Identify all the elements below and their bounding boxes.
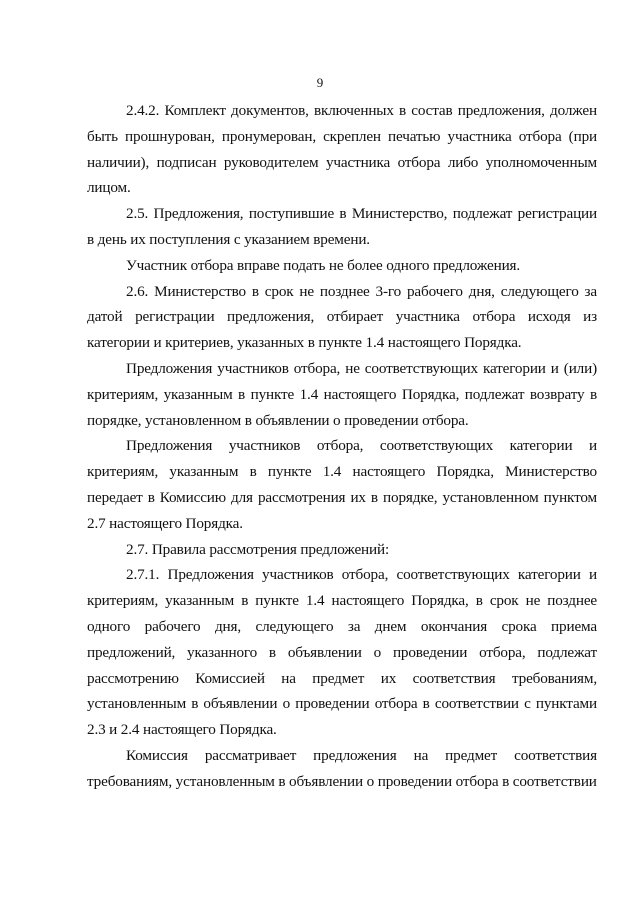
paragraph-2-6: 2.6. Министерство в срок не позднее 3-го рабочего дня, следующего за датой регистрации предложения, отбирает участника отбора исходя из категории и критериев, указанных в пункте 1.4 настоящего Порядка. — [87, 282, 597, 352]
paragraph-non-compliant-returned: Предложения участников отбора, не соответствующих категории и (или) критериям, указанным в пункте 1.4 настоящего Порядка, подлежат возврату в порядке, установленном в объявлении о проведении отбора. — [87, 359, 597, 429]
paragraph-compliant-transferred: Предложения участников отбора, соответствующих категории и критериям, указанным в пункте 1.4 настоящего Порядка, Министерство передает в Комиссию для рассмотрения их в порядке, установленном пунктом 2.7 настоящего Порядка. — [87, 437, 597, 532]
paragraph-2-5: 2.5. Предложения, поступившие в Министерство, подлежат регистрации в день их поступления с указанием времени. — [87, 205, 597, 248]
document-body — [87, 98, 597, 795]
paragraph-2-7-1: 2.7.1. Предложения участников отбора, соответствующих категории и критериям, указанным в пункте 1.4 настоящего Порядка, в срок не позднее одного рабочего дня, следующего за днем окончания срока приема предложений, указанного в объявлении о проведении отбора, подлежат рассмотрению Комиссией на предмет их соответствия требованиям, установленным в объявлении о проведении отбора в соответствии с пунктами 2.3 и 2.4 настоящего Порядка. — [87, 566, 597, 739]
paragraph-commission-review: Комиссия рассматривает предложения на предмет соответствия требованиям, установленным в объявлении о проведении отбора в соответствии — [87, 746, 597, 790]
page-number: 9 — [316, 75, 324, 90]
paragraph-2-7: 2.7. Правила рассмотрения предложений: — [126, 540, 390, 558]
paragraph-one-proposal-limit: Участник отбора вправе подать не более одного предложения. — [126, 256, 521, 274]
paragraph-2-4-2: 2.4.2. Комплект документов, включенных в состав предложения, должен быть прошнурован, пронумерован, скреплен печатью участника отбора (при наличии), подписан руководителем участника отбора либо уполномоченным лицом. — [87, 102, 597, 197]
